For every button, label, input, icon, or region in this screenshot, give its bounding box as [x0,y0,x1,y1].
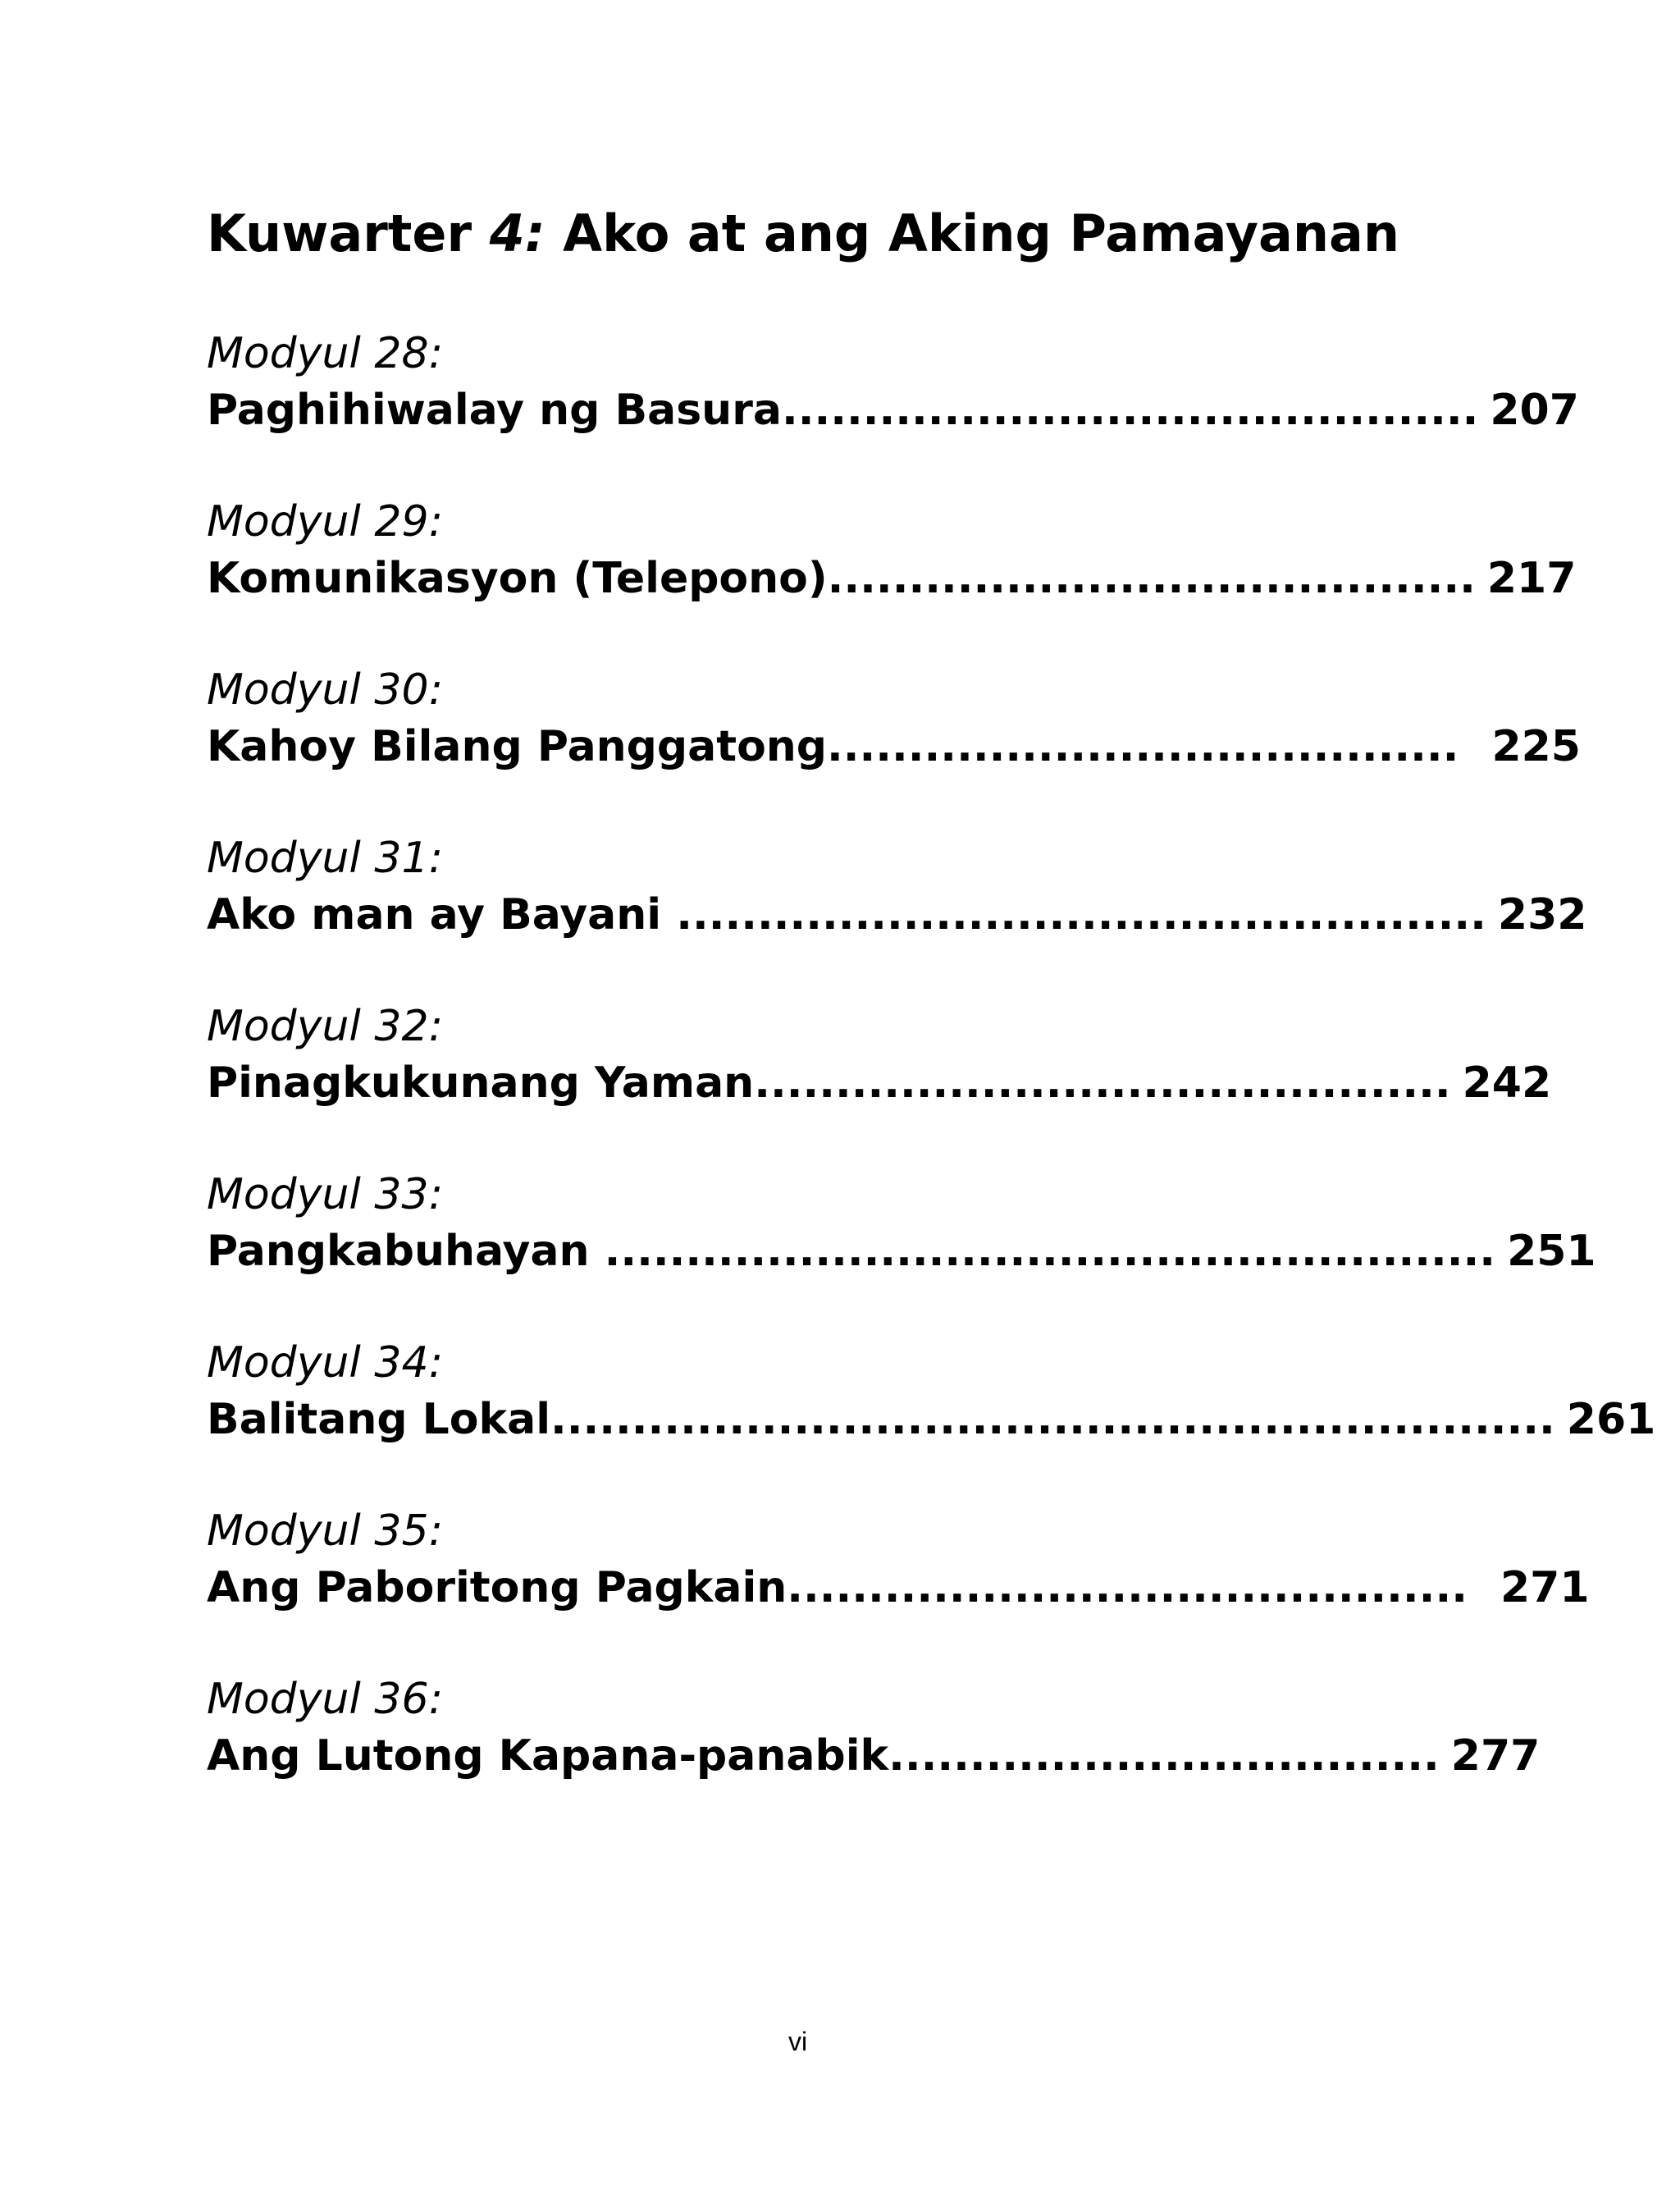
page-footer-number: vi [788,2027,808,2056]
toc-entry-line [207,885,1586,944]
page-number: 277 [1450,1731,1541,1781]
toc-entry-35 [207,1504,1590,1617]
module-label: Modyul 34: [207,1338,444,1388]
page-title-prefix: Kuwarter [207,203,490,263]
toc-entry-title: Ako man ay Bayani [207,890,677,940]
page-number: 232 [1497,890,1587,940]
dot-leader: .......................................... [787,1563,1468,1612]
toc-entry-34 [207,1336,1655,1449]
module-label: Modyul 32: [207,1002,444,1051]
toc-entry-29 [207,495,1576,608]
module-label: Modyul 29: [207,497,444,546]
toc-entry-line [207,1390,1655,1449]
module-label: Modyul 33: [207,1170,444,1219]
dot-leader: .................................................. [676,890,1486,940]
toc-entry-line [207,1558,1590,1617]
page-number: 242 [1462,1058,1552,1108]
module-label: Modyul 31: [207,834,444,883]
page-title-rest: Ako at ang Aking Pamayanan [545,203,1399,263]
dot-leader: .............................................................. [550,1395,1555,1444]
page-number: 271 [1500,1563,1590,1612]
toc-entry-line [207,717,1581,776]
toc-entry-title: Ang Paboritong Pagkain [207,1563,788,1612]
toc-entry-28 [207,327,1579,440]
toc-entry-33 [207,1168,1596,1281]
module-label: Modyul 36: [207,1675,444,1724]
module-label: Modyul 28: [207,329,444,378]
toc-entry-title: Balitang Lokal [207,1395,551,1444]
page-title-number: 4: [489,203,546,263]
toc-entry-title: Paghihiwalay ng Basura [207,386,782,435]
toc-entry-line [207,1726,1540,1785]
page-number: 217 [1486,554,1577,603]
page-number: 261 [1566,1395,1656,1444]
dot-leader: ........................................... [754,1058,1451,1108]
toc-entry-line [207,1054,1551,1113]
toc-entry-32 [207,999,1551,1113]
dot-leader: ........................................... [781,386,1479,435]
toc-entry-title: Kahoy Bilang Panggatong [207,722,828,771]
page-number: 207 [1490,386,1579,435]
toc-entry-36 [207,1672,1540,1785]
dot-leader: ....................................... [827,722,1459,771]
toc-entry-30 [207,663,1581,776]
module-label: Modyul 30: [207,665,444,715]
page-number: 225 [1491,722,1581,771]
dot-leader: ........................................ [827,554,1476,603]
toc-entry-title: Pinagkukunang Yaman [207,1058,755,1108]
toc-entry-line [207,549,1576,608]
dot-leader: ....................................................... [604,1227,1496,1276]
page-title [207,203,1399,264]
module-label: Modyul 35: [207,1506,444,1556]
toc-entry-31 [207,831,1586,944]
toc-entry-title: Ang Lutong Kapana-panabik [207,1731,889,1781]
toc-entry-line [207,1222,1596,1281]
dot-leader: .................................. [888,1731,1440,1781]
page-number: 251 [1507,1227,1596,1276]
toc-entry-title: Pangkabuhayan [207,1227,605,1276]
toc-entry-title: Komunikasyon (Telepono) [207,554,828,603]
toc-entry-line [207,381,1579,440]
